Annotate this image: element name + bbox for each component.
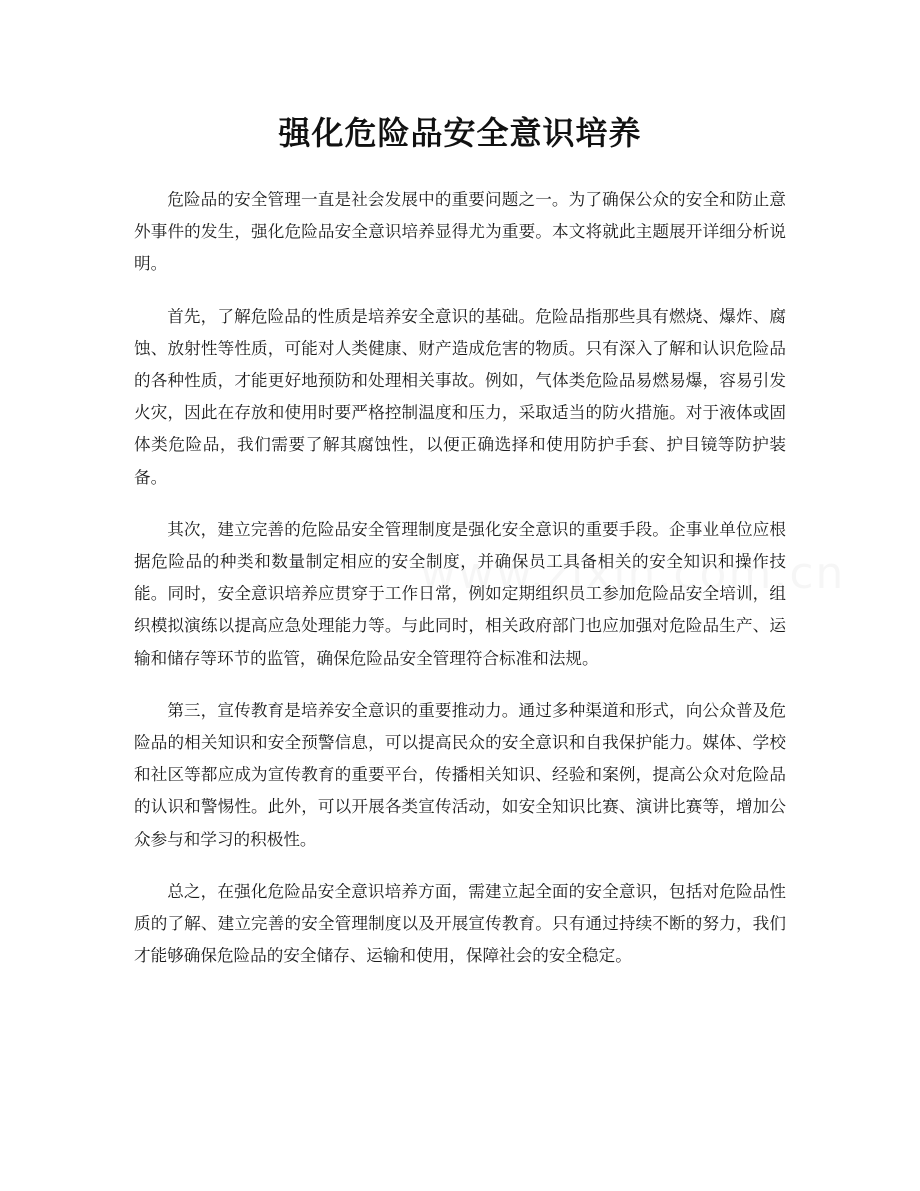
- paragraph-first: 首先，了解危险品的性质是培养安全意识的基础。危险品指那些具有燃烧、爆炸、腐蚀、放射性等性质，可能对人类健康、财产造成危害的物质。只有深入了解和认识危险品的各种性质，才能更好地预防和处理相关事故。例如，气体类危险品易燃易爆，容易引发火灾，因此在存放和使用时要严格控制温度和压力，采取适当的防火措施。对于液体或固体类危险品，我们需要了解其腐蚀性，以便正确选择和使用防护手套、护目镜等防护装备。: [134, 306, 786, 487]
- paragraph-conclusion: 总之，在强化危险品安全意识培养方面，需建立起全面的安全意识，包括对危险品性质的了解、建立完善的安全管理制度以及开展宣传教育。只有通过持续不断的努力，我们才能够确保危险品的安全储存、运输和使用，保障社会的安全稳定。: [134, 881, 786, 966]
- paragraph-intro: 危险品的安全管理一直是社会发展中的重要问题之一。为了确保公众的安全和防止意外事件的发生，强化危险品安全意识培养显得尤为重要。本文将就此主题展开详细分析说明。: [134, 190, 786, 274]
- document-title: 强化危险品安全意识培养: [278, 114, 642, 152]
- paragraph-third: 第三，宣传教育是培养安全意识的重要推动力。通过多种渠道和形式，向公众普及危险品的相关知识和安全预警信息，可以提高民众的安全意识和自我保护能力。媒体、学校和社区等都应成为宣传教育的重要平台，传播相关知识、经验和案例，提高公众对危险品的认识和警惕性。此外，可以开展各类宣传活动，如安全知识比赛、演讲比赛等，增加公众参与和学习的积极性。: [134, 700, 786, 849]
- paragraph-second: 其次，建立完善的危险品安全管理制度是强化安全意识的重要手段。企事业单位应根据危险品的种类和数量制定相应的安全制度，并确保员工具备相关的安全知识和操作技能。同时，安全意识培养应贯穿于工作日常，例如定期组织员工参加危险品安全培训，组织模拟演练以提高应急处理能力等。与此同时，相关政府部门也应加强对危险品生产、运输和储存等环节的监管，确保危险品安全管理符合标准和法规。: [134, 519, 786, 668]
- document-body: [134, 184, 786, 992]
